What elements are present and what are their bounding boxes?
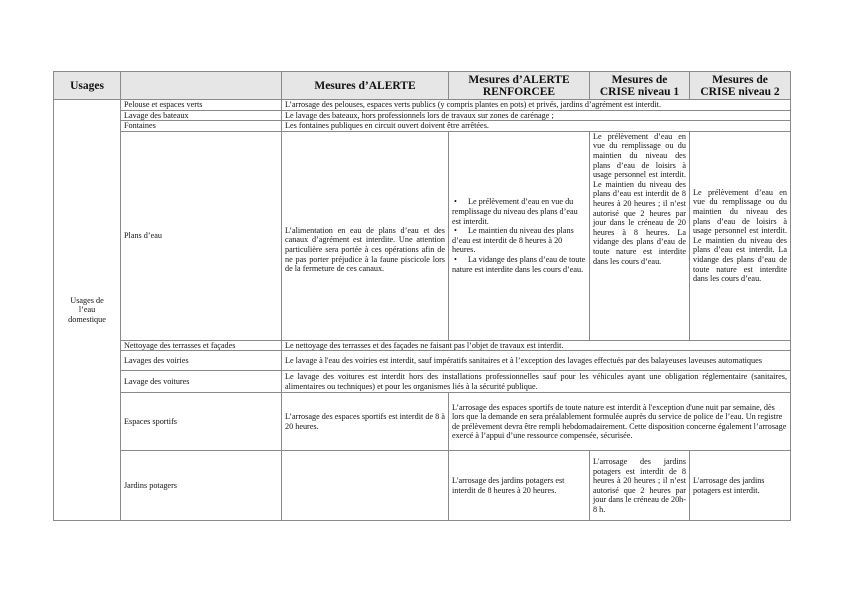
usage-pelouse: Pelouse et espaces verts (121, 100, 282, 111)
group-label-line3: domestique (68, 314, 106, 324)
header-crise-1-line1: Mesures de (611, 73, 668, 86)
usage-plans-eau: Plans d’eau (121, 131, 282, 340)
measure-sportifs-alerte: L’arrosage des espaces sportifs est interdit de 8 à 20 heures. (282, 393, 449, 451)
usage-potagers: Jardins potagers (121, 451, 282, 521)
table-row (54, 100, 791, 111)
table-row (54, 131, 791, 340)
restrictions-table (53, 71, 791, 521)
table-row (54, 340, 791, 351)
table-row (54, 121, 791, 132)
bullet-item (452, 197, 586, 226)
measure-potagers-alerte-renforcee: L'arrosage des jardins potagers est interdit de 8 heures à 20 heures. (449, 451, 590, 521)
table-row (54, 110, 791, 121)
bullet-text: Le prélèvement d’eau en vue du remplissage du niveau des plans d’eau est interdit. (452, 197, 578, 226)
measure-terrasses-all: Le nettoyage des terrasses et des façades ne faisant pas l’objet de travaux est interdit. (282, 340, 791, 351)
measure-plans-eau-crise-1: Le prélèvement d’eau en vue du remplissage ou du maintien du niveau des plans d’eau de loisirs à usage personnel est interdit. Le maintien du niveau des plans d’eau est interdit de 8 heures à 20 heures ; il n’est autorisé que 2 heures par jour dans le créneau de 20 heures à 8 heures. La vidange des plans d’eau de toute nature est interdite dans les cours d’eau. (590, 131, 690, 340)
header-alerte: Mesures d’ALERTE (282, 72, 449, 100)
measure-sportifs-renforcee-crise: L’arrosage des espaces sportifs de toute nature est interdit à l'exception d'une nuit par semaine, dès lors que la demande en sera préalablement formulée auprès du service de police de l’eau. Un registre de prélèvement devra être rempli hebdomadairement. Cette disposition concerne également l’arrosage exercé à l’appui d’une ressource compensée, sécurisée. (449, 393, 791, 451)
header-alerte-renforcee (449, 72, 590, 100)
usage-sportifs: Espaces sportifs (121, 393, 282, 451)
measure-fontaines-all: Les fontaines publiques en circuit ouvert doivent être arrêtées. (282, 121, 791, 132)
measure-potagers-crise-1: L'arrosage des jardins potagers est interdit de 8 heures à 20 heures ; il n’est autorisé que 2 heures par jour dans le créneau de 20h-8 h. (590, 451, 690, 521)
header-usages: Usages (54, 72, 121, 100)
header-alerte-renforcee-line1: Mesures d’ALERTE (468, 73, 570, 86)
bullet-item (452, 226, 586, 255)
usage-bateaux: Lavage des bateaux (121, 110, 282, 121)
group-label-line1: Usages de (70, 295, 104, 305)
measure-potagers-alerte (282, 451, 449, 521)
group-label-line2: l’eau (78, 305, 96, 315)
bullet-icon: • (454, 197, 457, 207)
bullet-item (452, 255, 586, 274)
table-row (54, 371, 791, 393)
header-blank (121, 72, 282, 100)
usage-terrasses: Nettoyage des terrasses et façades (121, 340, 282, 351)
header-crise-1-line2: CRISE niveau 1 (599, 85, 680, 98)
table-row (54, 393, 791, 451)
header-crise-2-line1: Mesures de (712, 73, 768, 86)
measure-voitures-all: Le lavage des voitures est interdit hors des installations professionnelles sauf pour les véhicules ayant une obligation réglementaire (sanitaires, alimentaires ou techniques) et pour les organismes liés à la sécurité publique. (282, 371, 791, 393)
header-crise-1 (590, 72, 690, 100)
bullet-icon: • (454, 254, 457, 264)
bullet-text: La vidange des plans d’eau de toute nature est interdite dans les cours d’eau. (452, 254, 586, 274)
header-crise-2-line2: CRISE niveau 2 (700, 85, 780, 98)
header-alerte-renforcee-line2: RENFORCEE (482, 85, 556, 98)
measure-pelouse-all: L’arrosage des pelouses, espaces verts publics (y compris plantes en pots) et privés, jardins d’agrément est interdit. (282, 100, 791, 111)
measure-plans-eau-alerte: L’alimentation en eau de plans d’eau et des canaux d’agrément est interdite. Une attention particulière sera portée à ces opérations afin de ne pas porter préjudice à la faune piscicole lors de la fermeture de ces canaux. (282, 131, 449, 340)
usage-voiries: Lavages des voiries (121, 351, 282, 371)
measure-bateaux-all: Le lavage des bateaux, hors professionnels lors de travaux sur zones de carénage ; (282, 110, 791, 121)
table-row (54, 451, 791, 521)
header-crise-2 (690, 72, 791, 100)
group-label-usages-domestique (54, 100, 121, 521)
measure-voiries-all: Le lavage à l'eau des voiries est interdit, sauf impératifs sanitaires et à l’exception des lavages effectués par des balayeuses laveuses automatiques (282, 351, 791, 371)
measure-plans-eau-alerte-renforcee (449, 131, 590, 340)
header-row (54, 72, 791, 100)
measure-plans-eau-crise-2: Le prélèvement d’eau en vue du remplissage ou du maintien du niveau des plans d’eau de loisirs à usage personnel est interdit. Le maintien du niveau des plans d’eau est interdit. La vidange des plans d’eau de toute nature est interdite dans les cours d’eau. (690, 131, 791, 340)
usage-voitures: Lavage des voitures (121, 371, 282, 393)
usage-fontaines: Fontaines (121, 121, 282, 132)
bullet-text: Le maintien du niveau des plans d’eau est interdit de 8 heures à 20 heures. (452, 226, 574, 255)
table-row (54, 351, 791, 371)
measure-potagers-crise-2: L'arrosage des jardins potagers est interdit. (690, 451, 791, 521)
bullet-icon: • (454, 226, 457, 236)
